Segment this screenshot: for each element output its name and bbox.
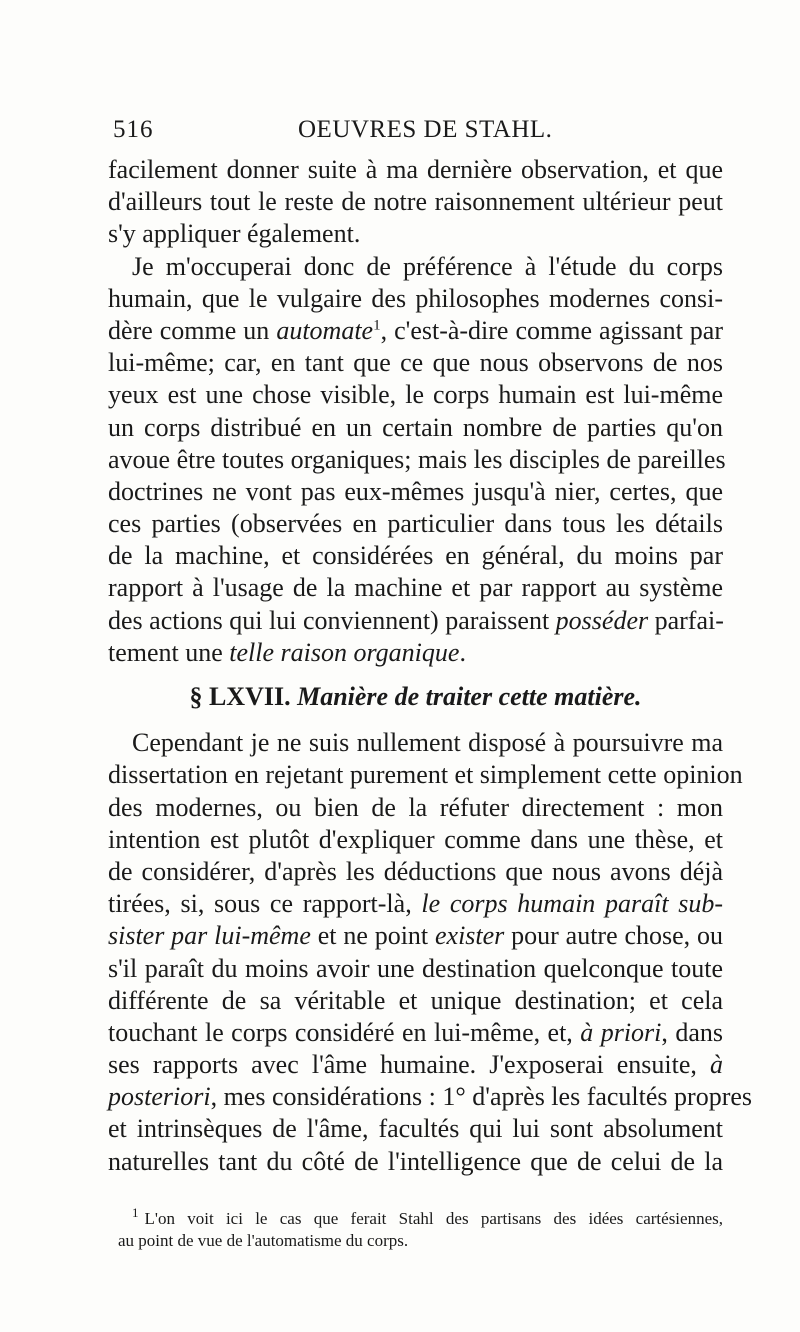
text-run: touchant le corps considéré en lui-même, et,: [108, 1017, 581, 1047]
text-run: parfai-: [648, 605, 724, 635]
text-line: un corps distribué en un certain nombre de parties qu'on: [108, 412, 723, 442]
text-line: [108, 888, 723, 920]
emphasis: le corps humain paraît sub-: [421, 889, 724, 919]
emphasis: telle raison organique: [229, 637, 460, 667]
text-line: et intrinsèques de l'âme, facultés qui lui sont absolument: [108, 1114, 723, 1144]
text-line: [108, 605, 723, 637]
emphasis: à priori: [580, 1017, 662, 1047]
text-line: [108, 1049, 723, 1081]
text-line: yeux est une chose visible, le corps humain est lui-même: [108, 380, 723, 410]
text-line: avoue être toutes organiques; mais les disciples de pareilles: [108, 444, 726, 474]
text-line: Cependant je ne suis nullement disposé à poursuivre ma: [132, 728, 723, 758]
text-run: ses rapports avec l'âme humaine. J'exposerai ensuite,: [108, 1050, 710, 1080]
text-line: facilement donner suite à ma dernière observation, et que: [108, 155, 723, 184]
text-run: dère comme un: [108, 315, 277, 345]
text-run: , mes considérations : 1° d'après les facultés propres: [210, 1082, 753, 1112]
text-line: [108, 920, 723, 952]
text-line: naturelles tant du côté de l'intelligence que de celui de la: [108, 1146, 723, 1176]
text-line: [108, 315, 723, 347]
text-run: , c'est-à-dire comme agissant par: [380, 315, 724, 345]
text-run: pour autre chose, ou: [504, 921, 723, 951]
text-line: dissertation en rejetant purement et simplement cette opinion: [108, 760, 743, 790]
footnote-line: au point de vue de l'automatisme du corps.: [118, 1231, 409, 1250]
text-line: s'il paraît du moins avoir une destination quelconque toute: [108, 953, 723, 983]
text-line: ces parties (observées en particulier dans tous les détails: [108, 509, 723, 539]
emphasis: exister: [435, 921, 505, 951]
text-run: tement une: [108, 637, 230, 667]
text-run: .: [459, 637, 466, 667]
section-title: Manière de traiter cette matière.: [297, 682, 642, 711]
text-line: lui-même; car, en tant que ce que nous observons de nos: [108, 348, 723, 378]
text-line: de la machine, et considérées en général, du moins par: [108, 541, 723, 571]
footnote-ref: 1: [373, 317, 381, 334]
text-line: [108, 1017, 723, 1049]
emphasis: sister par lui-même: [108, 921, 311, 951]
footnote: [118, 1205, 723, 1252]
text-line: de considérer, d'après les déductions que nous avons déjà: [108, 856, 723, 886]
text-line: [108, 1081, 753, 1113]
page-header: [113, 113, 613, 147]
text-run: tirées, si, sous ce rapport-là,: [108, 889, 422, 919]
emphasis: posteriori: [108, 1082, 211, 1112]
section-heading: [108, 681, 723, 713]
emphasis: posséder: [555, 605, 649, 635]
section-number: § LXVII.: [189, 682, 291, 711]
text-run: des actions qui lui conviennent) paraissent: [108, 605, 556, 635]
emphasis: à: [710, 1050, 723, 1080]
text-line: intention est plutôt d'expliquer comme dans une thèse, et: [108, 824, 723, 854]
text-line: doctrines ne vont pas eux-mêmes jusqu'à nier, certes, que: [108, 476, 723, 506]
text-run: et ne point: [310, 921, 435, 951]
text-line: rapport à l'usage de la machine et par rapport au système: [108, 573, 723, 603]
emphasis: automate: [276, 315, 374, 345]
body-text: [108, 154, 753, 1178]
text-line: d'ailleurs tout le reste de notre raisonnement ultérieur peut: [108, 187, 723, 217]
text-line: des modernes, ou bien de la réfuter directement : mon: [108, 792, 723, 822]
page-number: 516: [113, 116, 154, 143]
text-run: L'on voit ici le cas que ferait Stahl des partisans des idées cartésiennes,: [144, 1209, 723, 1228]
footnote-line: [118, 1205, 723, 1230]
running-title: OEUVRES DE STAHL.: [298, 116, 553, 143]
footnote-mark: 1: [132, 1205, 139, 1221]
text-line: Je m'occuperai donc de préférence à l'étude du corps: [132, 251, 723, 281]
text-line: différente de sa véritable et unique destination; et cela: [108, 985, 723, 1015]
text-line: [108, 637, 723, 669]
text-run: , dans: [661, 1017, 723, 1047]
text-line: humain, que le vulgaire des philosophes modernes consi-: [108, 283, 723, 313]
text-line: s'y appliquer également.: [108, 219, 361, 249]
